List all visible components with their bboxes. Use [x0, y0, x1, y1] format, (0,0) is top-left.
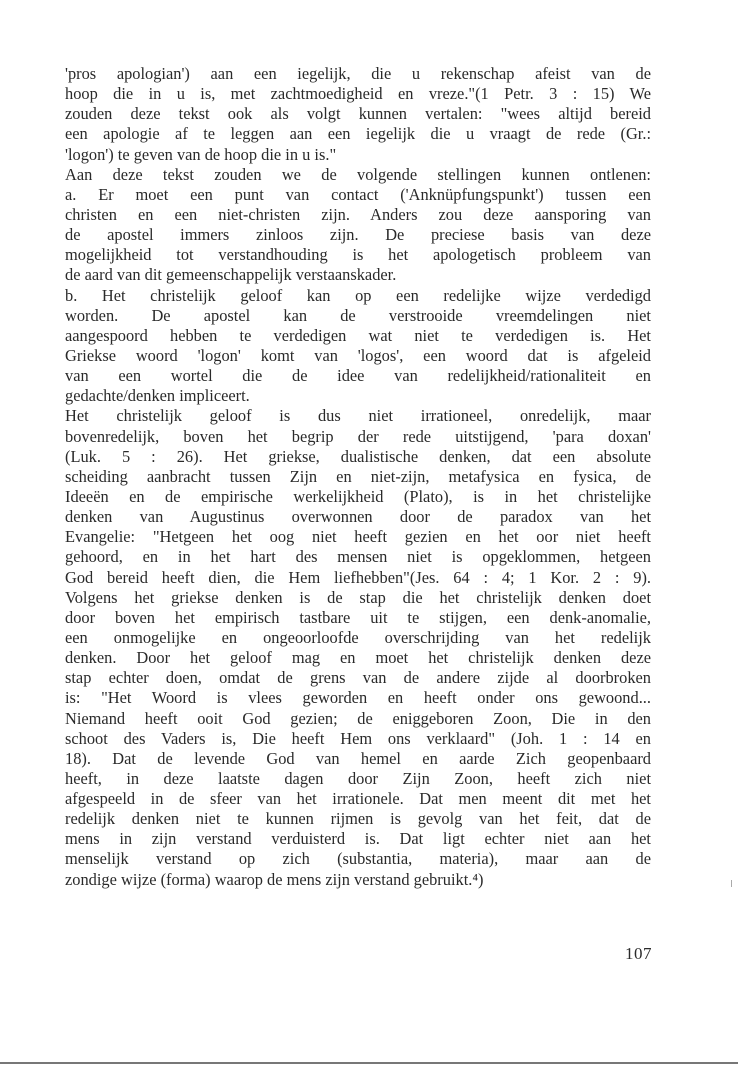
text-line: Aan deze tekst zouden we de volgende stellingen kunnen ontlenen:: [65, 164, 651, 184]
text-line: 18). Dat de levende God van hemel en aarde Zich geopenbaard: [65, 748, 651, 768]
text-line: de apostel immers zinloos zijn. De preciese basis van deze: [65, 225, 651, 245]
body-text: [65, 64, 651, 890]
text-line: Evangelie: "Hetgeen het oog niet heeft gezien en het oor niet heeft: [65, 527, 651, 547]
text-line: een apologie af te leggen aan een iegelijk die u vraagt de rede (Gr.:: [65, 124, 651, 144]
text-line: van een wortel die de idee van redelijkheid/rationaliteit en: [65, 366, 651, 386]
text-line: a. Er moet een punt van contact ('Anknüpfungspunkt') tussen een: [65, 184, 651, 204]
bottom-rule: [0, 1062, 738, 1064]
text-line: Volgens het griekse denken is de stap die het christelijk denken doet: [65, 587, 651, 607]
text-line: is: "Het Woord is vlees geworden en heeft onder ons gewoond...: [65, 688, 651, 708]
text-line: Het christelijk geloof is dus niet irrationeel, onredelijk, maar: [65, 406, 651, 426]
text-line: een onmogelijke en ongeoorloofde overschrijding van het redelijk: [65, 627, 651, 647]
text-line: door boven het empirisch tastbare uit te stijgen, een denk-anomalie,: [65, 607, 651, 627]
page-number: 107: [625, 944, 652, 963]
text-line: Ideeën en de empirische werkelijkheid (Plato), is in het christelijke: [65, 486, 651, 506]
text-line: denken. Door het geloof mag en moet het christelijk denken deze: [65, 648, 651, 668]
text-line: christen en een niet-christen zijn. Anders zou deze aansporing van: [65, 204, 651, 224]
text-line: menselijk verstand op zich (substantia, materia), maar aan de: [65, 849, 651, 869]
margin-mark: [731, 880, 732, 887]
text-line: denken van Augustinus overwonnen door de paradox van het: [65, 507, 651, 527]
text-line: de aard van dit gemeenschappelijk verstaanskader.: [65, 265, 397, 285]
text-line: bovenredelijk, boven het begrip der rede uitstijgend, 'para doxan': [65, 426, 651, 446]
text-line: b. Het christelijk geloof kan op een redelijke wijze verdedigd: [65, 285, 651, 305]
text-line: (Luk. 5 : 26). Het griekse, dualistische denken, dat een absolute: [65, 446, 651, 466]
text-line: redelijk denken niet te kunnen rijmen is gevolg van het feit, dat de: [65, 809, 651, 829]
text-line: zondige wijze (forma) waarop de mens zijn verstand gebruikt.⁴): [65, 869, 484, 889]
text-line: aangespoord hebben te verdedigen wat niet te verdedigen is. Het: [65, 325, 651, 345]
text-line: 'pros apologian') aan een iegelijk, die u rekenschap afeist van de: [65, 64, 651, 83]
text-line: God bereid heeft dien, die Hem liefhebben"(Jes. 64 : 4; 1 Kor. 2 : 9).: [65, 567, 651, 587]
text-line: afgespeeld in de sfeer van het irrationele. Dat men meent dit met het: [65, 789, 651, 809]
text-line: scheiding aanbracht tussen Zijn en niet-zijn, metafysica en fysica, de: [65, 466, 651, 486]
text-line: gehoord, en in het hart des mensen niet is opgeklommen, hetgeen: [65, 547, 651, 567]
text-line: zouden deze tekst ook als volgt kunnen vertalen: "wees altijd bereid: [65, 104, 651, 124]
text-line: worden. De apostel kan de verstrooide vreemdelingen niet: [65, 305, 651, 325]
text-line: hoop die in u is, met zachtmoedigheid en vreze."(1 Petr. 3 : 15) We: [65, 84, 651, 104]
text-line: stap echter doen, omdat de grens van de andere zijde al doorbroken: [65, 668, 651, 688]
text-line: mogelijkheid tot verstandhouding is het apologetisch probleem van: [65, 245, 651, 265]
text-line: Griekse woord 'logon' komt van 'logos', een woord dat is afgeleid: [65, 345, 651, 365]
text-line: Niemand heeft ooit God gezien; de eniggeboren Zoon, Die in den: [65, 708, 651, 728]
text-line: heeft, in deze laatste dagen door Zijn Zoon, heeft zich niet: [65, 768, 651, 788]
text-line: 'logon') te geven van de hoop die in u is.": [65, 144, 337, 164]
text-line: mens in zijn verstand verduisterd is. Dat ligt echter niet aan het: [65, 829, 651, 849]
text-line: gedachte/denken impliceert.: [65, 386, 250, 406]
text-line: schoot des Vaders is, Die heeft Hem ons verklaard" (Joh. 1 : 14 en: [65, 728, 651, 748]
